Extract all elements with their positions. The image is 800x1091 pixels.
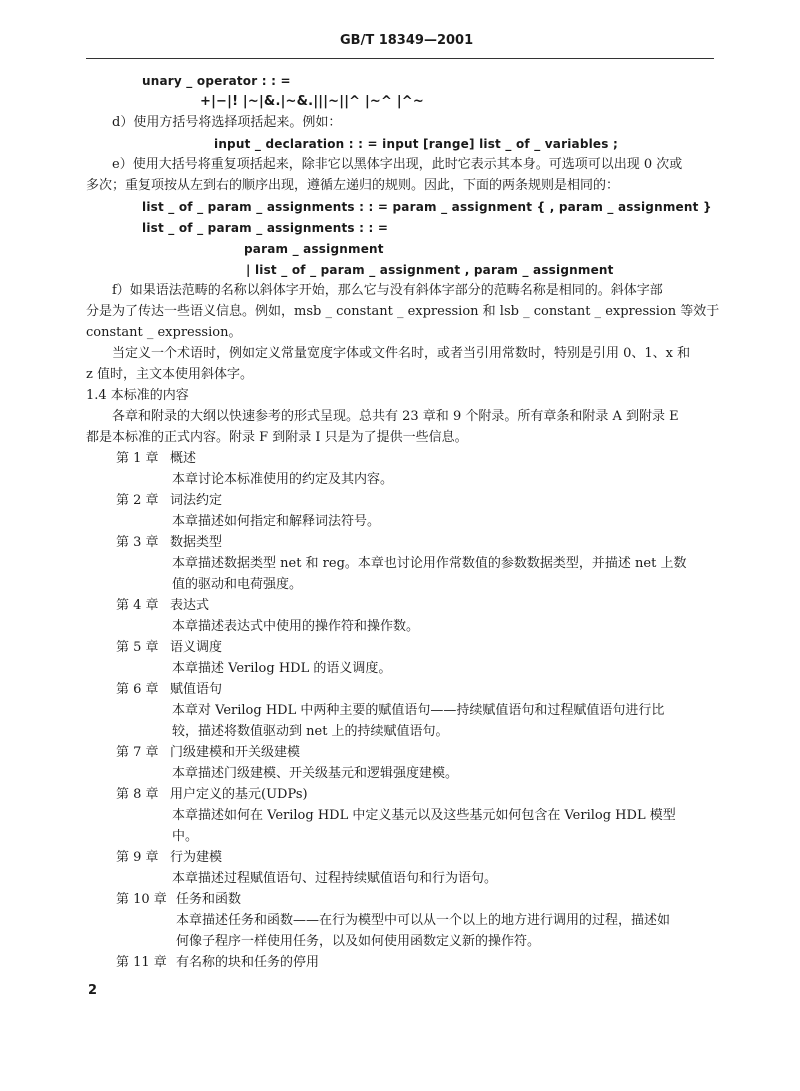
grammar-unary-rhs: +|−|! |~|&.|~&.|||~||^ |~^ |^~ <box>200 94 424 109</box>
chapter-desc: 何像子程序一样使用任务，以及如何使用函数定义新的操作符。 <box>176 934 541 949</box>
chapter-num: 第 7 章 <box>116 745 159 760</box>
item-f-line3: constant _ expression。 <box>86 325 242 340</box>
grammar-input-decl: input _ declaration : : = input [range] list _ of _ variables ; <box>214 137 618 151</box>
chapter-desc: 本章描述门级建模、开关级基元和逻辑强度建模。 <box>172 766 459 781</box>
chapter-title: 词法约定 <box>170 493 223 508</box>
chapter-title: 赋值语句 <box>170 682 223 697</box>
chapter-desc: 本章描述 Verilog HDL 的语义调度。 <box>172 661 392 676</box>
item-e-line2: 多次；重复项按从左到右的顺序出现，遵循左递归的规则。因此，下面的两条规则是相同的： <box>86 178 620 193</box>
page-number: 2 <box>88 983 98 998</box>
grammar-unary-lhs: unary _ operator : : = <box>142 74 291 88</box>
chapter-title: 行为建模 <box>170 850 223 865</box>
item-f-line1: f）如果语法范畴的名称以斜体字开始，那么它与没有斜体字部分的范畴名称是相同的。斜体字部 <box>112 283 663 298</box>
chapter-num: 第 10 章 <box>116 892 167 907</box>
chapter-num: 第 6 章 <box>116 682 159 697</box>
section-intro-line1: 各章和附录的大纲以快速参考的形式呈现。总共有 23 章和 9 个附录。所有章条和附录 A 到附录 E <box>112 409 679 424</box>
chapter-desc: 本章讨论本标准使用的约定及其内容。 <box>172 472 394 487</box>
chapter-num: 第 3 章 <box>116 535 159 550</box>
grammar-rule2-lhs: list _ of _ param _ assignments : : = <box>142 221 389 235</box>
chapter-desc: 本章描述数据类型 net 和 reg。本章也讨论用作常数值的参数数据类型，并描述 net 上数 <box>172 556 687 571</box>
chapter-num: 第 11 章 <box>116 955 167 970</box>
chapter-num: 第 5 章 <box>116 640 159 655</box>
chapter-title: 语义调度 <box>170 640 223 655</box>
chapter-title: 数据类型 <box>170 535 223 550</box>
chapter-title: 表达式 <box>170 598 210 613</box>
chapter-title: 任务和函数 <box>176 892 242 907</box>
chapter-desc: 本章描述表达式中使用的操作符和操作数。 <box>172 619 420 634</box>
paragraph-line1: 当定义一个术语时，例如定义常量宽度字体或文件名时，或者当引用常数时，特别是引用 0、1、x 和 <box>112 346 691 361</box>
chapter-num: 第 8 章 <box>116 787 159 802</box>
header-rule <box>86 58 714 59</box>
item-e-line1: e）使用大括号将重复项括起来，除非它以黑体字出现，此时它表示其本身。可选项可以出现 0 次或 <box>112 157 683 172</box>
chapter-title: 门级建模和开关级建模 <box>170 745 301 760</box>
grammar-rule1: list _ of _ param _ assignments : : = param _ assignment { , param _ assignment } <box>142 200 712 214</box>
paragraph-line2: z 值时，主文本使用斜体字。 <box>86 367 253 382</box>
chapter-desc: 本章描述如何指定和解释词法符号。 <box>172 514 381 529</box>
chapter-desc: 中。 <box>172 829 199 844</box>
chapter-num: 第 2 章 <box>116 493 159 508</box>
item-f-line2: 分是为了传达一些语义信息。例如，msb _ constant _ expression 和 lsb _ constant _ expression 等效于 <box>86 304 720 319</box>
section-heading: 1.4 本标准的内容 <box>86 388 189 403</box>
grammar-rule2-a: param _ assignment <box>244 242 384 256</box>
chapter-title: 概述 <box>170 451 197 466</box>
chapter-desc: 本章描述如何在 Verilog HDL 中定义基元以及这些基元如何包含在 Verilog HDL 模型 <box>172 808 676 823</box>
page-header: GB/T 18349—2001 <box>340 33 474 48</box>
chapter-title: 用户定义的基元(UDPs) <box>170 787 308 802</box>
chapter-num: 第 4 章 <box>116 598 159 613</box>
chapter-desc: 本章描述任务和函数——在行为模型中可以从一个以上的地方进行调用的过程，描述如 <box>176 913 671 928</box>
chapter-desc: 本章描述过程赋值语句、过程持续赋值语句和行为语句。 <box>172 871 498 886</box>
section-intro-line2: 都是本标准的正式内容。附录 F 到附录 I 只是为了提供一些信息。 <box>86 430 468 445</box>
chapter-num: 第 9 章 <box>116 850 159 865</box>
item-d: d）使用方括号将选择项括起来。例如： <box>112 115 342 130</box>
chapter-desc: 值的驱动和电荷强度。 <box>172 577 303 592</box>
chapter-num: 第 1 章 <box>116 451 159 466</box>
chapter-title: 有名称的块和任务的停用 <box>176 955 320 970</box>
chapter-desc: 本章对 Verilog HDL 中两种主要的赋值语句——持续赋值语句和过程赋值语句进行比 <box>172 703 665 718</box>
chapter-desc: 较，描述将数值驱动到 net 上的持续赋值语句。 <box>172 724 449 739</box>
grammar-rule2-b: | list _ of _ param _ assignment , param _ assignment <box>246 263 614 277</box>
